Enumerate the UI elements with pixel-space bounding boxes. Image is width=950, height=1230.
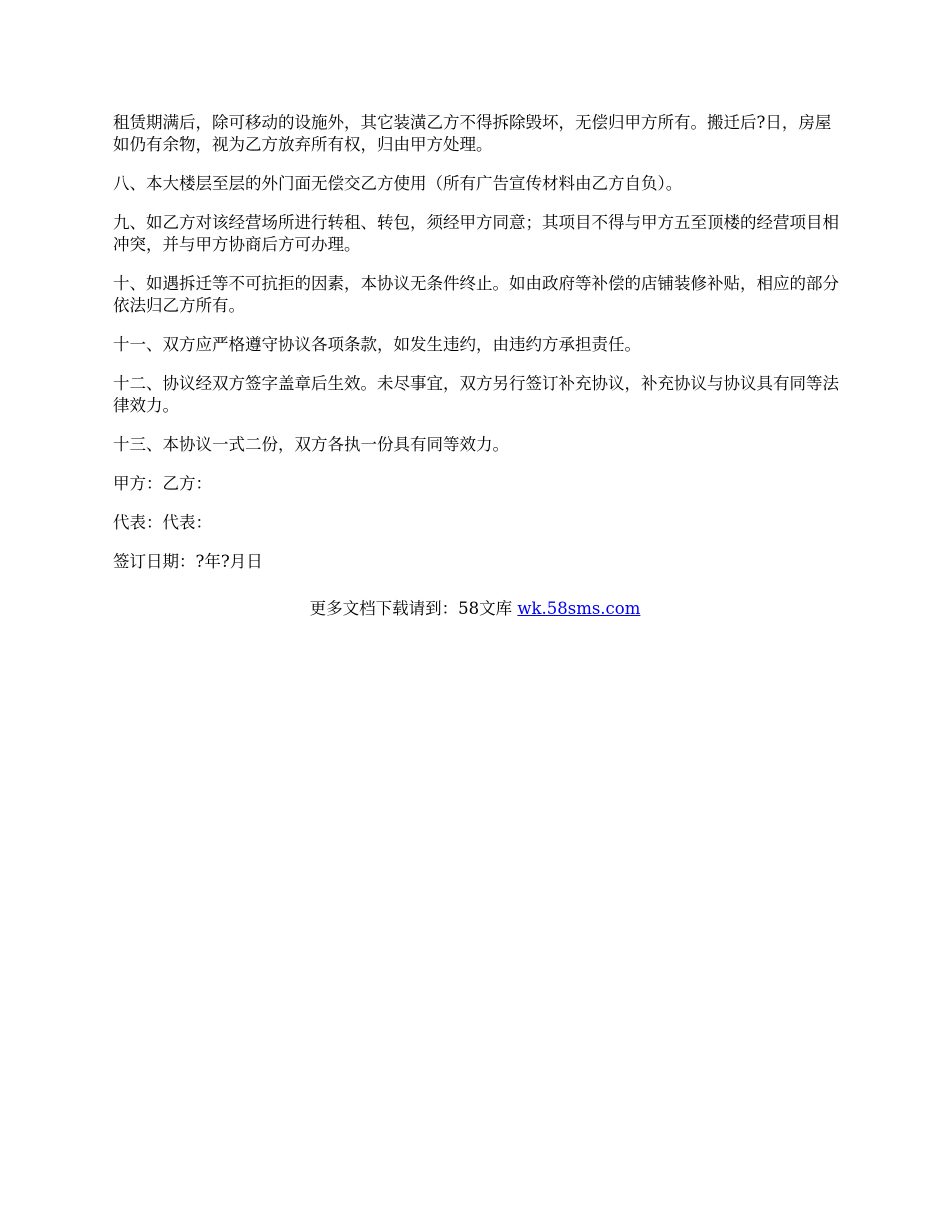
paragraph-clause-8: 八、本大楼层至层的外门面无偿交乙方使用（所有广告宣传材料由乙方自负）。 xyxy=(113,174,683,193)
paragraph-clause-13: 十三、本协议一式二份，双方各执一份具有同等效力。 xyxy=(113,435,509,454)
paragraph-clause-10: 十、如遇拆迁等不可抗拒的因素，本协议无条件终止。如由政府等补偿的店铺装修补贴，相应的部分依法归乙方所有。 xyxy=(113,274,839,315)
paragraph-clause-11: 十一、双方应严格遵守协议各项条款，如发生违约，由违约方承担责任。 xyxy=(113,335,641,354)
footer-link[interactable]: wk.58sms.com xyxy=(517,599,641,618)
paragraph-clause-12: 十二、协议经双方签字盖章后生效。未尽事宜，双方另行签订补充协议，补充协议与协议具有同等法律效力。 xyxy=(113,374,839,415)
signing-date: 签订日期：?年?月日 xyxy=(113,552,263,571)
footer-text: 更多文档下载请到：58文库 xyxy=(309,599,513,618)
document-body xyxy=(113,112,843,590)
signature-representatives: 代表：代表： xyxy=(113,513,212,532)
download-footer xyxy=(0,598,950,620)
signature-parties: 甲方：乙方： xyxy=(113,474,212,493)
paragraph-lease-expiry: 租赁期满后，除可移动的设施外，其它装潢乙方不得拆除毁坏，无偿归甲方所有。搬迁后?日，房屋如仍有余物，视为乙方放弃所有权，归由甲方处理。 xyxy=(113,113,832,154)
paragraph-clause-9: 九、如乙方对该经营场所进行转租、转包，须经甲方同意；其项目不得与甲方五至顶楼的经营项目相冲突，并与甲方协商后方可办理。 xyxy=(113,213,839,254)
